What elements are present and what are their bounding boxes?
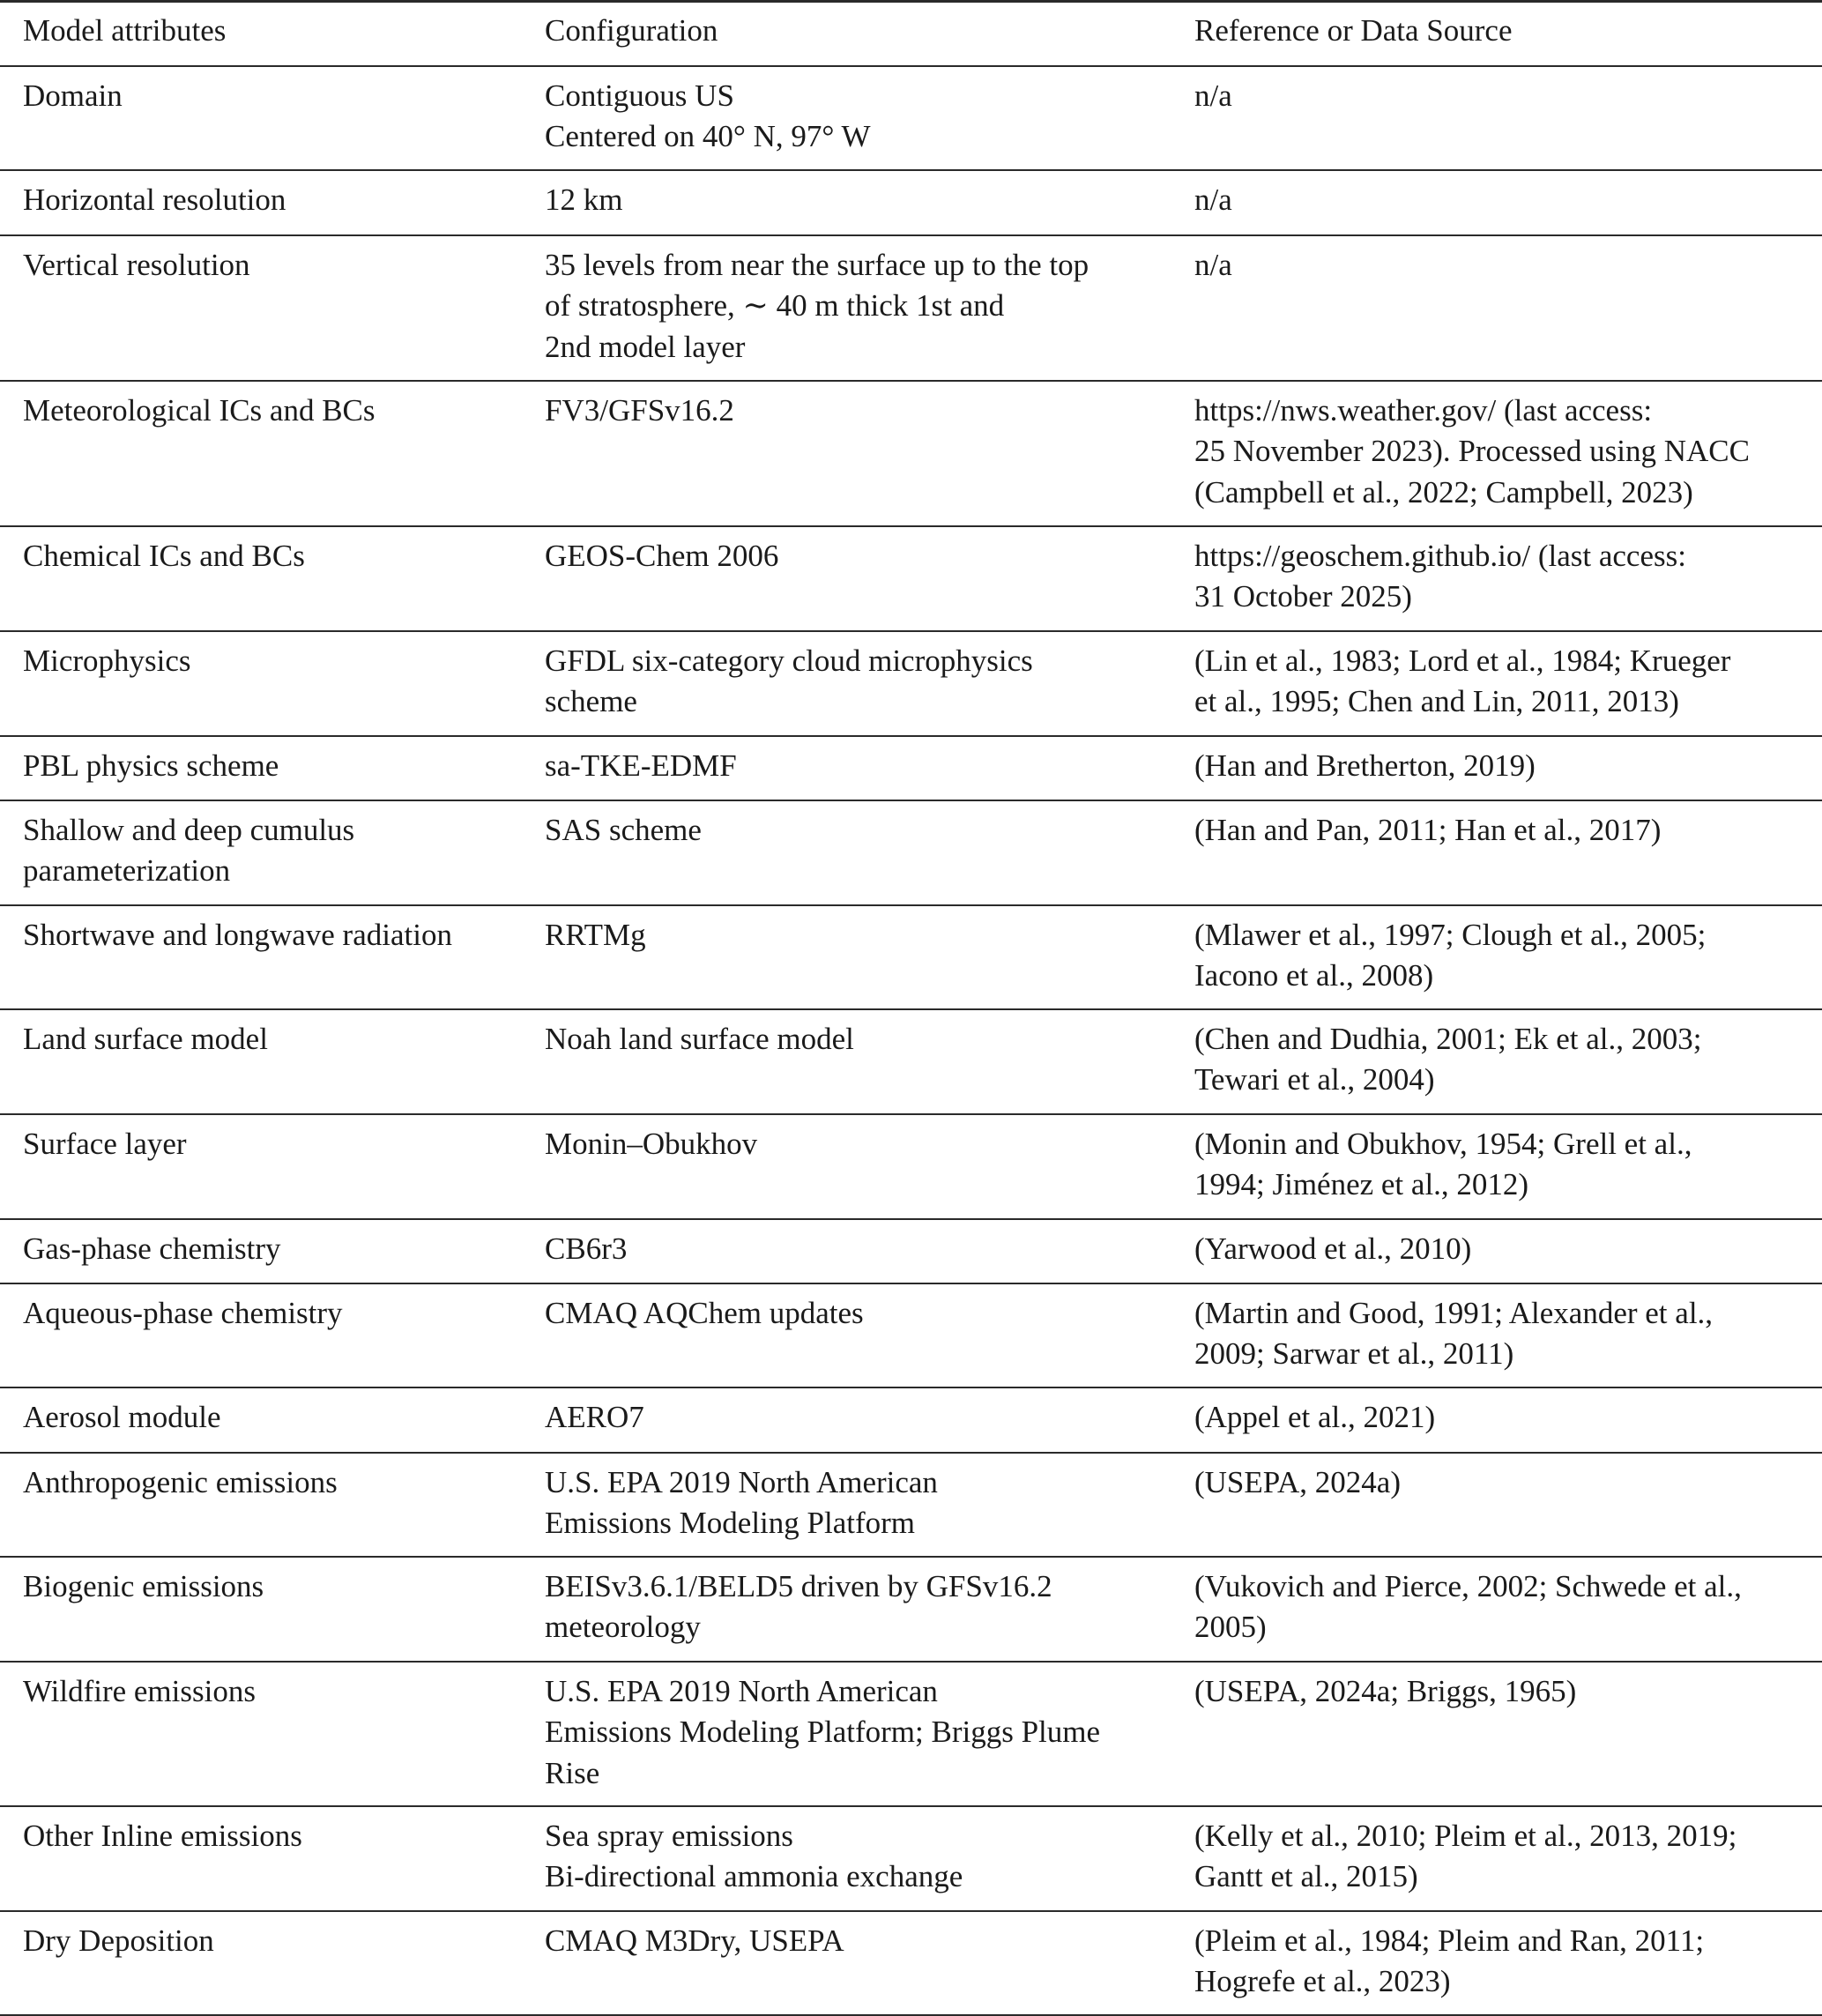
cell-model-attribute-line: parameterization xyxy=(23,853,231,888)
cell-model-attribute-line: Wildfire emissions xyxy=(23,1673,256,1708)
cell-configuration-line: BEISv3.6.1/BELD5 driven by GFSv16.2 xyxy=(545,1568,1052,1603)
cell-reference-line: (USEPA, 2024a; Briggs, 1965) xyxy=(1194,1673,1577,1708)
cell-reference-line: (Chen and Dudhia, 2001; Ek et al., 2003; xyxy=(1194,1021,1702,1056)
cell-configuration-line: Contiguous US xyxy=(545,78,734,113)
table-row xyxy=(0,381,1822,526)
cell-model-attribute xyxy=(0,736,522,800)
cell-configuration-line: Rise xyxy=(545,1755,600,1790)
cell-model-attribute-line: Surface layer xyxy=(23,1126,187,1161)
cell-model-attribute-line: Land surface model xyxy=(23,1021,268,1056)
cell-reference-line: (Appel et al., 2021) xyxy=(1194,1399,1436,1434)
cell-reference-line: 1994; Jiménez et al., 2012) xyxy=(1194,1167,1529,1201)
cell-model-attribute-line: Biogenic emissions xyxy=(23,1568,264,1603)
cell-model-attribute xyxy=(0,1806,522,1911)
table-row xyxy=(0,1911,1822,2015)
cell-configuration-line: of stratosphere, ∼ 40 m thick 1st and xyxy=(545,288,1005,323)
cell-model-attribute-line: Anthropogenic emissions xyxy=(23,1464,338,1499)
cell-reference-line: Iacono et al., 2008) xyxy=(1194,958,1434,993)
header-configuration: Configuration xyxy=(522,2,1172,66)
cell-reference-line: (Kelly et al., 2010; Pleim et al., 2013, 2019; xyxy=(1194,1818,1737,1853)
cell-model-attribute xyxy=(0,1219,522,1283)
cell-reference-line: https://nws.weather.gov/ (last access: xyxy=(1194,392,1653,428)
cell-reference-line: (Mlawer et al., 1997; Clough et al., 2005; xyxy=(1194,917,1707,952)
cell-model-attribute-line: Horizontal resolution xyxy=(23,182,286,217)
cell-model-attribute xyxy=(0,66,522,170)
cell-model-attribute xyxy=(0,381,522,526)
cell-model-attribute xyxy=(0,905,522,1009)
table-row xyxy=(0,905,1822,1009)
cell-configuration-line: Monin–Obukhov xyxy=(545,1126,758,1161)
table-header-row xyxy=(0,2,1822,66)
cell-configuration xyxy=(522,1009,1172,1114)
table-row xyxy=(0,1806,1822,1911)
cell-model-attribute xyxy=(0,1911,522,2015)
cell-configuration xyxy=(522,1387,1172,1453)
cell-model-attribute-line: Meteorological ICs and BCs xyxy=(23,392,376,428)
cell-reference xyxy=(1172,1283,1822,1387)
cell-model-attribute-line: PBL physics scheme xyxy=(23,748,279,783)
cell-reference-line: (Lin et al., 1983; Lord et al., 1984; Krueger xyxy=(1194,643,1731,678)
header-reference: Reference or Data Source xyxy=(1172,2,1822,66)
table-row xyxy=(0,1114,1822,1219)
table-row xyxy=(0,1219,1822,1283)
table-row xyxy=(0,235,1822,381)
cell-configuration xyxy=(522,1219,1172,1283)
cell-configuration-line: Emissions Modeling Platform xyxy=(545,1506,915,1540)
cell-configuration xyxy=(522,170,1172,235)
cell-reference xyxy=(1172,736,1822,800)
cell-reference xyxy=(1172,1806,1822,1911)
cell-reference-line: (Han and Bretherton, 2019) xyxy=(1194,748,1536,783)
cell-configuration-line: Emissions Modeling Platform; Briggs Plume xyxy=(545,1715,1101,1749)
cell-model-attribute xyxy=(0,170,522,235)
cell-configuration xyxy=(522,1662,1172,1806)
table-row xyxy=(0,66,1822,170)
cell-configuration xyxy=(522,1557,1172,1662)
cell-configuration-line: 12 km xyxy=(545,182,623,217)
cell-reference xyxy=(1172,1114,1822,1219)
table-row xyxy=(0,1283,1822,1387)
table-row xyxy=(0,1009,1822,1114)
cell-model-attribute-line: Microphysics xyxy=(23,643,191,678)
cell-reference-line: n/a xyxy=(1194,78,1232,113)
cell-configuration xyxy=(522,800,1172,905)
table-row xyxy=(0,1453,1822,1557)
table-row xyxy=(0,526,1822,631)
cell-model-attribute-line: Other Inline emissions xyxy=(23,1818,302,1853)
cell-configuration-line: U.S. EPA 2019 North American xyxy=(545,1464,938,1499)
cell-reference xyxy=(1172,1557,1822,1662)
table-row xyxy=(0,800,1822,905)
cell-model-attribute xyxy=(0,631,522,736)
cell-model-attribute xyxy=(0,1114,522,1219)
cell-reference-line: Gantt et al., 2015) xyxy=(1194,1859,1418,1893)
table-body xyxy=(0,66,1822,2015)
cell-reference-line: (Campbell et al., 2022; Campbell, 2023) xyxy=(1194,474,1693,510)
cell-model-attribute xyxy=(0,1557,522,1662)
cell-model-attribute-line: Shortwave and longwave radiation xyxy=(23,917,452,952)
table-row xyxy=(0,736,1822,800)
cell-configuration-line: Bi-directional ammonia exchange xyxy=(545,1859,963,1893)
cell-configuration xyxy=(522,905,1172,1009)
cell-model-attribute xyxy=(0,235,522,381)
cell-model-attribute-line: Aqueous-phase chemistry xyxy=(23,1295,343,1330)
cell-reference xyxy=(1172,235,1822,381)
cell-model-attribute xyxy=(0,1453,522,1557)
cell-reference-line: (Vukovich and Pierce, 2002; Schwede et al., xyxy=(1194,1568,1742,1603)
cell-reference-line: 31 October 2025) xyxy=(1194,579,1412,614)
cell-model-attribute-line: Chemical ICs and BCs xyxy=(23,538,305,573)
cell-reference-line: 25 November 2023). Processed using NACC xyxy=(1194,434,1750,468)
header-model-attributes: Model attributes xyxy=(0,2,522,66)
cell-configuration-line: 2nd model layer xyxy=(545,329,746,364)
cell-configuration-line: meteorology xyxy=(545,1610,701,1644)
cell-configuration xyxy=(522,1114,1172,1219)
cell-reference xyxy=(1172,1911,1822,2015)
cell-configuration-line: Noah land surface model xyxy=(545,1021,854,1056)
cell-model-attribute-line: Dry Deposition xyxy=(23,1923,214,1958)
cell-configuration xyxy=(522,1806,1172,1911)
cell-configuration xyxy=(522,235,1172,381)
cell-reference-line: (Monin and Obukhov, 1954; Grell et al., xyxy=(1194,1126,1692,1161)
cell-model-attribute xyxy=(0,1662,522,1806)
cell-configuration xyxy=(522,1453,1172,1557)
cell-configuration xyxy=(522,631,1172,736)
cell-reference xyxy=(1172,526,1822,631)
cell-reference-line: (Martin and Good, 1991; Alexander et al., xyxy=(1194,1295,1714,1330)
cell-configuration xyxy=(522,381,1172,526)
cell-configuration xyxy=(522,1911,1172,2015)
cell-reference-line: (Yarwood et al., 2010) xyxy=(1194,1231,1472,1266)
table-row xyxy=(0,1387,1822,1453)
cell-model-attribute-line: Vertical resolution xyxy=(23,247,250,282)
cell-reference xyxy=(1172,1219,1822,1283)
table-row xyxy=(0,170,1822,235)
cell-configuration-line: CB6r3 xyxy=(545,1231,628,1266)
cell-reference xyxy=(1172,1387,1822,1453)
cell-configuration xyxy=(522,66,1172,170)
cell-reference xyxy=(1172,800,1822,905)
cell-configuration-line: SAS scheme xyxy=(545,812,702,847)
cell-reference-line: (Pleim et al., 1984; Pleim and Ran, 2011; xyxy=(1194,1923,1705,1958)
cell-configuration-line: AERO7 xyxy=(545,1399,644,1434)
cell-reference xyxy=(1172,905,1822,1009)
cell-reference-line: Hogrefe et al., 2023) xyxy=(1194,1964,1451,1998)
cell-reference xyxy=(1172,1453,1822,1557)
cell-configuration-line: RRTMg xyxy=(545,917,646,952)
cell-reference-line: 2005) xyxy=(1194,1610,1267,1644)
cell-reference-line: Tewari et al., 2004) xyxy=(1194,1062,1435,1097)
cell-configuration-line: GEOS-Chem 2006 xyxy=(545,538,779,573)
cell-configuration xyxy=(522,736,1172,800)
cell-configuration-line: CMAQ AQChem updates xyxy=(545,1295,864,1330)
cell-configuration-line: sa-TKE-EDMF xyxy=(545,748,737,783)
cell-configuration-line: U.S. EPA 2019 North American xyxy=(545,1673,938,1708)
cell-model-attribute xyxy=(0,1283,522,1387)
cell-configuration xyxy=(522,526,1172,631)
cell-reference xyxy=(1172,381,1822,526)
cell-model-attribute-line: Gas-phase chemistry xyxy=(23,1231,281,1266)
cell-model-attribute-line: Aerosol module xyxy=(23,1399,221,1434)
cell-configuration-line: CMAQ M3Dry, USEPA xyxy=(545,1923,844,1958)
cell-configuration-line: FV3/GFSv16.2 xyxy=(545,392,734,428)
cell-reference xyxy=(1172,170,1822,235)
cell-model-attribute xyxy=(0,526,522,631)
cell-reference-line: et al., 1995; Chen and Lin, 2011, 2013) xyxy=(1194,684,1679,718)
cell-reference-line: (Han and Pan, 2011; Han et al., 2017) xyxy=(1194,812,1662,847)
cell-configuration-line: Sea spray emissions xyxy=(545,1818,793,1853)
cell-reference xyxy=(1172,1009,1822,1114)
cell-model-attribute xyxy=(0,1387,522,1453)
cell-reference-line: n/a xyxy=(1194,182,1232,217)
cell-configuration-line: GFDL six-category cloud microphysics xyxy=(545,643,1033,678)
cell-model-attribute-line: Shallow and deep cumulus xyxy=(23,812,355,847)
cell-reference xyxy=(1172,1662,1822,1806)
cell-configuration-line: Centered on 40° N, 97° W xyxy=(545,119,871,153)
cell-reference-line: 2009; Sarwar et al., 2011) xyxy=(1194,1336,1514,1371)
cell-reference xyxy=(1172,631,1822,736)
cell-model-attribute xyxy=(0,800,522,905)
table-row xyxy=(0,1662,1822,1806)
cell-reference-line: n/a xyxy=(1194,247,1232,282)
table-row xyxy=(0,1557,1822,1662)
table-row xyxy=(0,631,1822,736)
cell-configuration xyxy=(522,1283,1172,1387)
cell-reference-line: https://geoschem.github.io/ (last access: xyxy=(1194,538,1686,573)
cell-reference xyxy=(1172,66,1822,170)
cell-reference-line: (USEPA, 2024a) xyxy=(1194,1464,1401,1499)
cell-configuration-line: 35 levels from near the surface up to the top xyxy=(545,247,1089,282)
cell-configuration-line: scheme xyxy=(545,684,637,718)
cell-model-attribute xyxy=(0,1009,522,1114)
cell-model-attribute-line: Domain xyxy=(23,78,123,113)
